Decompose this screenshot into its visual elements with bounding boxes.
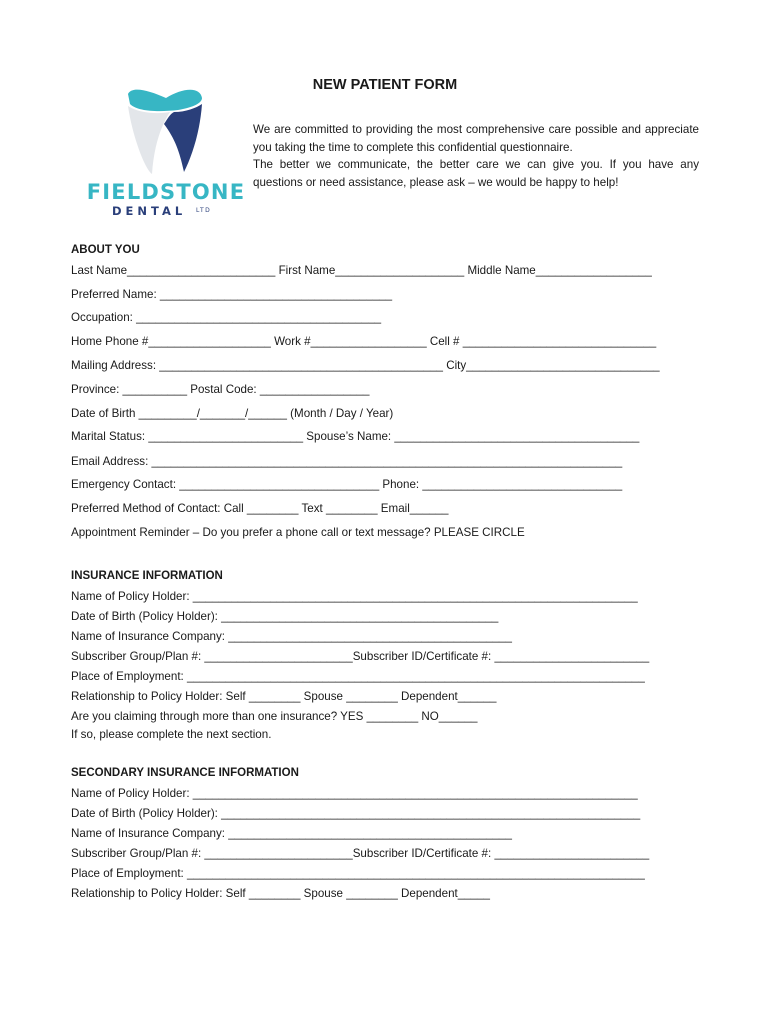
field-multiple-insurance[interactable]: Are you claiming through more than one insurance? YES ________ NO______ [71,710,478,723]
instruction-text: If so, please complete the next section. [71,728,272,741]
field-subscriber-ids[interactable]: Subscriber Group/Plan #: _______________________Subscriber ID/Certificate #: ________________________ [71,650,650,663]
section-heading-secondary-insurance: SECONDARY INSURANCE INFORMATION [71,767,299,779]
field-preferred-name[interactable]: Preferred Name: ____________________________________ [71,288,393,301]
field-marital-status[interactable]: Marital Status: ________________________ Spouse’s Name: ______________________________________ [71,430,640,443]
form-title: NEW PATIENT FORM [312,77,458,93]
field-names[interactable]: Last Name_______________________ First Name____________________ Middle Name__________________ [71,264,652,277]
field-policy-holder-dob[interactable]: Date of Birth (Policy Holder): _________________________________________________________________ [71,807,641,820]
section-heading-insurance: INSURANCE INFORMATION [71,570,223,582]
field-employment[interactable]: Place of Employment: _______________________________________________________________________ [71,867,645,880]
field-email[interactable]: Email Address: _________________________________________________________________________ [71,455,623,468]
intro-paragraph: The better we communicate, the better care we can give you. If you have any questions or need assistance, please ask – we would be happy to help! [253,158,699,190]
field-insurance-company[interactable]: Name of Insurance Company: ____________________________________________ [71,630,512,643]
brand-subtitle: DENTAL [112,204,187,218]
intro-text [253,121,699,192]
appointment-reminder-text: Appointment Reminder – Do you prefer a phone call or text message? PLEASE CIRCLE [71,526,525,539]
field-occupation[interactable]: Occupation: ______________________________________ [71,311,382,324]
field-contact-method[interactable]: Preferred Method of Contact: Call ________ Text ________ Email______ [71,502,449,515]
tooth-icon [124,84,206,176]
field-insurance-company[interactable]: Name of Insurance Company: ____________________________________________ [71,827,512,840]
field-policy-holder-dob[interactable]: Date of Birth (Policy Holder): ___________________________________________ [71,610,499,623]
field-phones[interactable]: Home Phone #___________________ Work #__________________ Cell # ______________________________ [71,335,657,348]
brand-ltd: LTD [196,207,212,214]
field-relationship[interactable]: Relationship to Policy Holder: Self ________ Spouse ________ Dependent______ [71,690,497,703]
intro-paragraph: We are committed to providing the most comprehensive care possible and appreciate you taking the time to complete this confidential questionnaire. [253,123,699,154]
section-heading-about-you: ABOUT YOU [71,244,140,256]
field-mailing-address[interactable]: Mailing Address: ____________________________________________ City______________________________ [71,359,660,372]
brand-name: FIELDSTONE [86,180,246,204]
field-emergency-contact[interactable]: Emergency Contact: _______________________________ Phone: _______________________________ [71,478,623,491]
field-date-of-birth[interactable]: Date of Birth _________/_______/______ (Month / Day / Year) [71,407,394,420]
field-subscriber-ids[interactable]: Subscriber Group/Plan #: _______________________Subscriber ID/Certificate #: ________________________ [71,847,650,860]
field-relationship[interactable]: Relationship to Policy Holder: Self ________ Spouse ________ Dependent_____ [71,887,490,900]
fieldstone-dental-logo [84,84,244,224]
field-policy-holder[interactable]: Name of Policy Holder: _____________________________________________________________________ [71,787,638,800]
field-province-postal[interactable]: Province: __________ Postal Code: _________________ [71,383,370,396]
field-employment[interactable]: Place of Employment: _______________________________________________________________________ [71,670,645,683]
field-policy-holder[interactable]: Name of Policy Holder: _____________________________________________________________________ [71,590,638,603]
